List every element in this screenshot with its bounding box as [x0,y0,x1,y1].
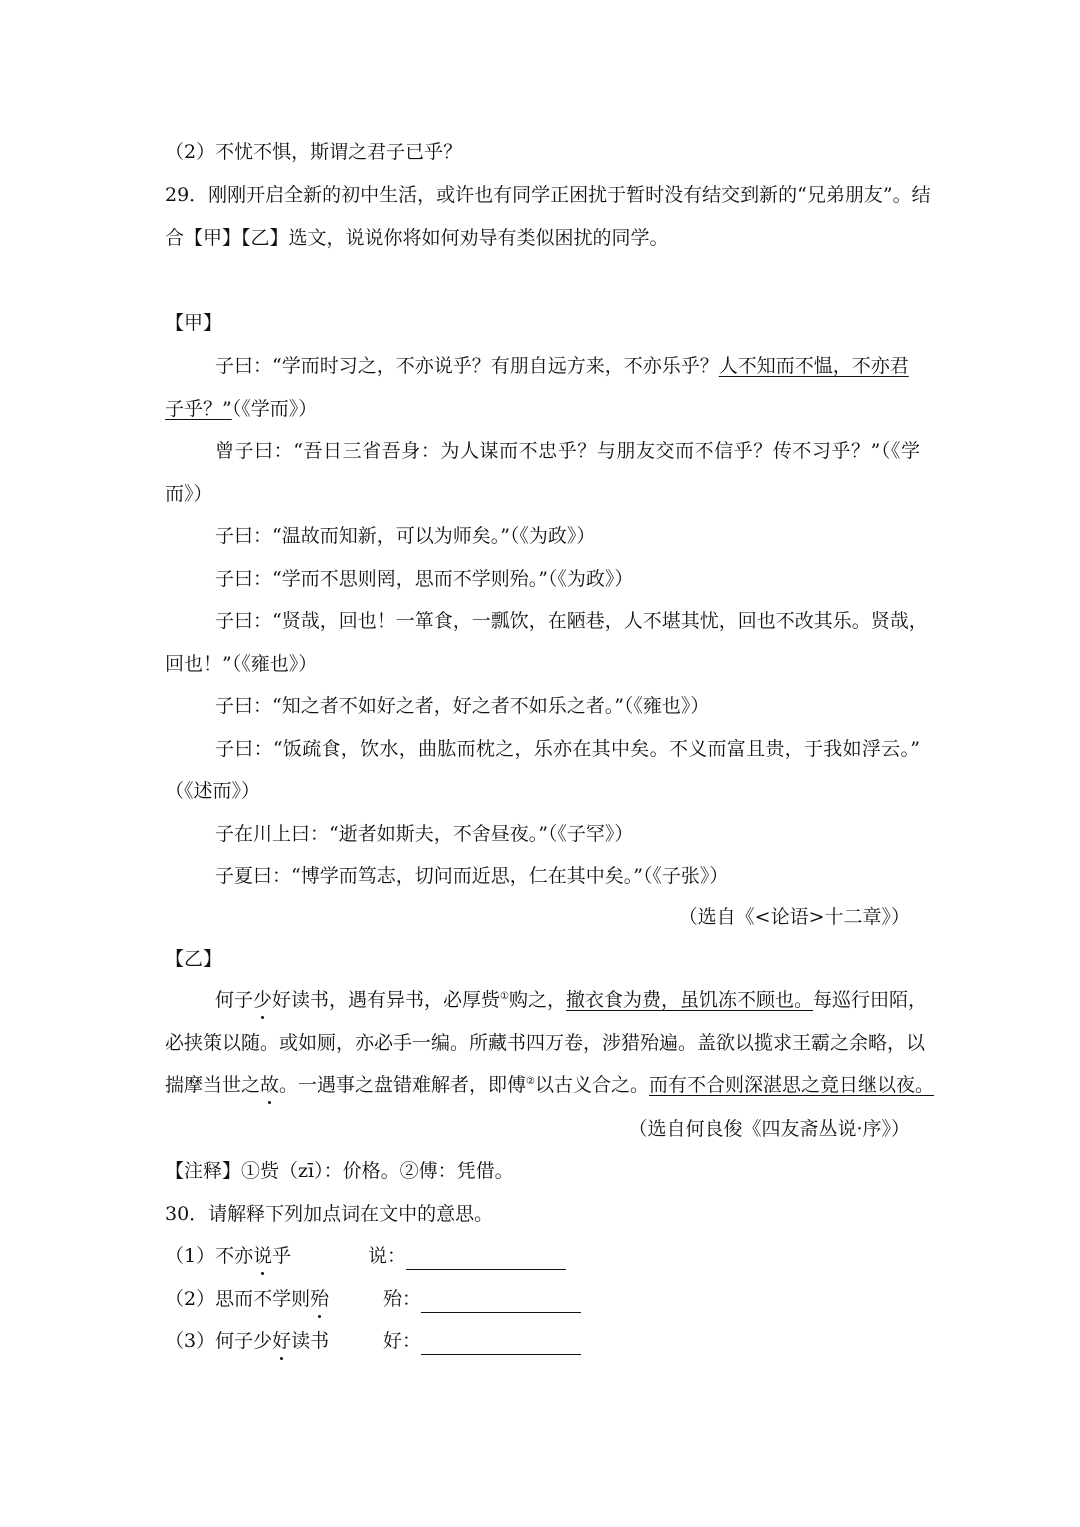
item-number: （3） [165,1330,216,1352]
jia-paragraph-7-line-2: （《述而》） [165,780,261,802]
item-text: 读书 [291,1330,330,1352]
jia-paragraph-9: 子夏曰：“博学而笃志，切问而近思，仁在其中矣。”（《子张》） [215,865,729,887]
jia-p1-underlined-end: 子乎？” [165,398,232,420]
answer-blank-1[interactable] [406,1249,566,1270]
jia-p1-text: 子曰：“学而时习之，不亦说乎？有朋自远方来，不亦乐乎？ [215,355,719,377]
jia-paragraph-5-line-2: 回也！”（《雍也》） [165,653,318,675]
jia-paragraph-8: 子在川上曰：“逝者如斯夫，不舍昼夜。”（《子罕》） [215,823,634,845]
jia-paragraph-2-line-1: 曾子曰：“吾日三省吾身：为人谋而不忠乎？与朋友交而不信乎？传不习乎？”（《学 [215,440,920,462]
question-30-item-1 [165,1242,920,1270]
yi-text: 每巡行田陌， [813,989,928,1011]
dotted-word: 故 [260,1071,279,1099]
jia-paragraph-4: 子曰：“学而不思则罔，思而不学则殆。”（《为政》） [215,568,634,590]
question-30-title: 30．请解释下列加点词在文中的意思。 [165,1203,494,1225]
item-text: 何子少 [215,1330,273,1352]
footnote-marker: ① [500,991,510,1002]
item-prompt [165,1242,368,1270]
jia-paragraph-3: 子曰：“温故而知新，可以为师矣。”（《为政》） [215,525,596,547]
item-number: （1） [165,1245,216,1267]
passage-yi-label: 【乙】 [165,948,223,970]
yi-text: 购之， [509,989,567,1011]
item-text: 思而不学则 [215,1288,311,1310]
yi-underlined-2: 而有不合则深湛思之竟日继以夜。 [649,1074,935,1096]
question-30-item-3 [165,1327,920,1355]
jia-paragraph-7-line-1: 子曰：“饭疏食，饮水，曲肱而枕之，乐亦在其中矣。不义而富且贵，于我如浮云。” [215,738,920,760]
yi-text: 。一遇事之盘错难解者，即傅 [279,1074,527,1096]
answer-blank-2[interactable] [421,1292,581,1313]
answer-word-label: 说： [368,1245,407,1267]
question-29-line-2: 合【甲】【乙】选文，说说你将如何劝导有类似困扰的同学。 [165,227,669,249]
annotations: 【注释】①赀（zī）：价格。②傅：凭借。 [165,1160,514,1182]
question-28-item-2: （2）不忧不惧，斯谓之君子已乎？ [165,141,463,163]
answer-blank-3[interactable] [421,1334,581,1355]
yi-text: 何子 [215,989,254,1011]
jia-source: （选自《<论语>十二章》） [678,906,910,928]
answer-word-label: 殆： [383,1288,422,1310]
yi-underlined-1: 撤衣食为费，虽饥冻不顾也。 [566,989,814,1011]
jia-paragraph-2-line-2: 而》） [165,483,213,505]
yi-text: 揣摩当世之 [165,1074,261,1096]
dotted-word: 殆 [310,1285,329,1313]
yi-line-3 [165,1071,935,1099]
yi-text: 以古义合之。 [535,1074,650,1096]
yi-text: 好读书，遇有异书，必厚赀 [272,989,501,1011]
jia-paragraph-5-line-1: 子曰：“贤哉，回也！一箪食，一瓢饮，在陋巷，人不堪其忧，回也不改其乐。贤哉， [215,610,928,632]
item-prompt [165,1327,383,1355]
dotted-word: 说 [253,1242,272,1270]
item-prompt [165,1285,383,1313]
dotted-word: 少 [253,986,272,1014]
jia-paragraph-1-line-2 [165,395,920,423]
jia-p1-underlined: 人不知而不愠，不亦君 [718,355,909,377]
yi-line-1 [215,986,928,1014]
jia-paragraph-1-line-1 [215,352,920,380]
question-29-line-1: 29．刚刚开启全新的初中生活，或许也有同学正困扰于暂时没有结交到新的“兄弟朋友”。结 [165,184,931,206]
yi-source: （选自何良俊《四友斋丛说·序》） [628,1118,910,1140]
item-number: （2） [165,1288,216,1310]
answer-word-label: 好： [383,1330,422,1352]
passage-jia-label: 【甲】 [165,312,223,334]
dotted-word: 好 [272,1327,291,1355]
question-30-item-2 [165,1285,920,1313]
footnote-marker: ② [526,1076,536,1087]
jia-paragraph-6: 子曰：“知之者不如好之者，好之者不如乐之者。”（《雍也》） [215,695,710,717]
yi-line-2: 必挟策以随。或如厕，亦必手一编。所藏书四万卷，涉猎殆遍。盖欲以揽求王霸之余略，以 [165,1032,926,1054]
item-text: 不亦 [215,1245,254,1267]
jia-p1-source: （《学而》） [231,398,318,420]
item-text: 乎 [272,1245,292,1267]
